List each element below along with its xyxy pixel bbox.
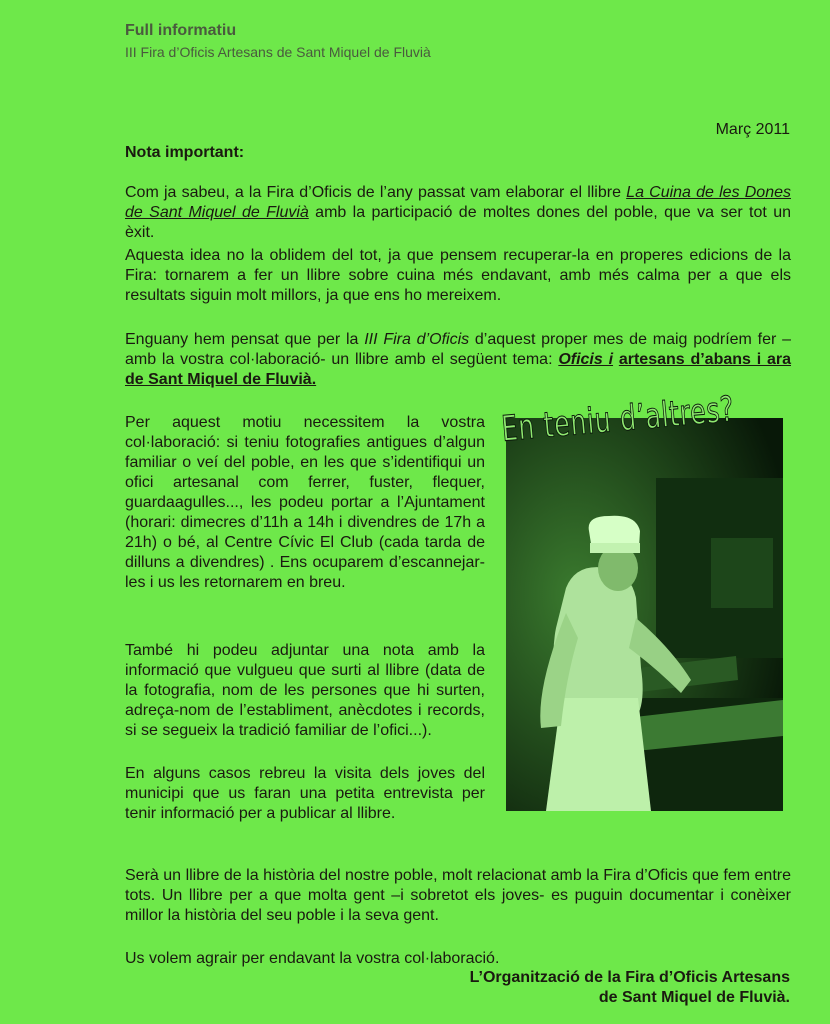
document-date: Març 2011: [715, 121, 790, 138]
intro-text-b: amb la participació de moltes dones del poble, que va ser tot un èxit.: [125, 204, 791, 241]
paragraph-request: Per aquest motiu necessitem la vostra col·laboració: si teniu fotografies antigues d’algun familiar o veí del poble, en les que s’identifiqui un ofici artesanal com ferrer, fuster, flequer, guardaagulles..., les podeu portar a l’Ajuntament (horari: dimecres d’11h a 14h i divendres de 17h a 21h) o bé, al Centre Cívic El Club (cada tarda de dilluns a divendres) . Ens ocuparem d’escannejar-les i us les retornarem en breu.: [125, 414, 485, 591]
book-title: La Cuina de les Dones de Sant Miquel de Fluvià: [125, 184, 791, 221]
paragraph-note: També hi podeu adjuntar una nota amb la informació que vulgueu que surti al llibre (data de la fotografia, nom de les persones que hi surten, adreça-nom de l’establiment, anècdotes i records, si se segueix la tradició familiar de l’ofici...).: [125, 642, 485, 739]
photo-caption: En teniu d’altres?: [500, 389, 736, 450]
theme-text-a: Enguany hem pensat que per la: [125, 331, 365, 348]
paragraph-interview: En alguns casos rebreu la visita dels joves del municipi que us faran una petita entrevista per tenir informació per a publicar al llibre.: [125, 765, 485, 822]
header-subtitle: III Fira d’Oficis Artesans de Sant Miquel de Fluvià: [125, 44, 431, 60]
book-theme-b: artesans d’abans i ara de Sant Miquel de Fluvià.: [125, 351, 791, 388]
signature: [470, 968, 790, 1008]
notice-title: Nota important:: [125, 144, 245, 161]
fira-name: III Fira d’Oficis: [364, 331, 470, 348]
paragraph-thanks: Us volem agrair per endavant la vostra col·laboració.: [125, 950, 500, 967]
baker-photo-illustration: [506, 418, 783, 811]
baker-photo: [506, 418, 783, 811]
book-theme-a: Oficis i: [558, 351, 614, 368]
document-header: [125, 20, 431, 62]
paragraph-idea: Aquesta idea no la oblidem del tot, ja que pensem recuperar-la en properes edicions de la Fira: tornarem a fer un llibre sobre cuina més endavant, amb més calma per a que els resultats siguin molt millors, ja que ens ho mereixem.: [125, 247, 791, 304]
signature-line-1: L’Organització de la Fira d’Oficis Artesans: [469, 969, 790, 986]
theme-text-b: d’aquest proper mes de maig podríem fer –amb la vostra col·laboració- un llibre amb el següent tema:: [125, 331, 791, 368]
paragraph-intro: [125, 183, 791, 243]
paragraph-history: Serà un llibre de la història del nostre poble, molt relacionat amb la Fira d’Oficis que fem entre tots. Un llibre per a que molta gent –i sobretot els joves- es puguin documentar i conèixer millor la història del seu poble i la seva gent.: [125, 867, 791, 924]
paragraph-theme: [125, 330, 791, 390]
intro-text-a: Com ja sabeu, a la Fira d’Oficis de l’any passat vam elaborar el llibre: [125, 184, 627, 201]
signature-line-2: de Sant Miquel de Fluvià.: [598, 989, 790, 1006]
header-title: Full informatiu: [125, 22, 237, 39]
